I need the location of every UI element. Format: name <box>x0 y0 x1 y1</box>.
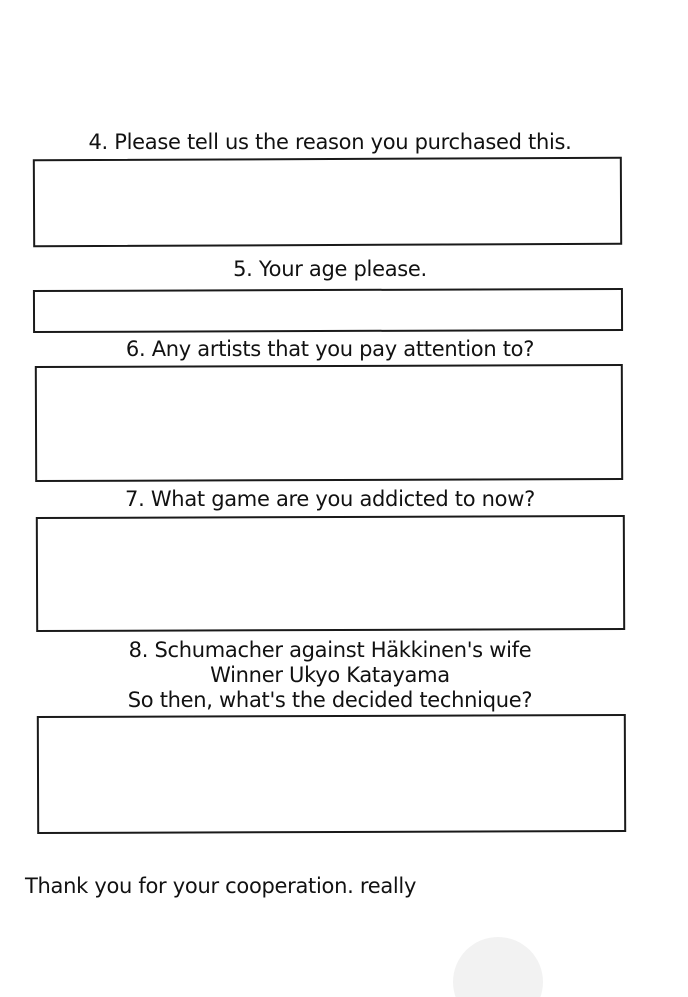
question-5-answer-box[interactable] <box>33 288 623 333</box>
question-6-text: 6. Any artists that you pay attention to? <box>125 337 535 361</box>
question-8-answer-box[interactable] <box>37 714 626 834</box>
question-8-line-1: 8. Schumacher against Häkkinen's wife <box>128 638 532 662</box>
question-6-answer-box[interactable] <box>35 364 623 482</box>
question-4-label <box>30 130 630 155</box>
question-5-text: 5. Your age please. <box>233 257 427 281</box>
question-4-text: 4. Please tell us the reason you purchased this. <box>88 130 572 154</box>
question-7-text: 7. What game are you addicted to now? <box>125 487 535 511</box>
question-8-label <box>30 638 630 713</box>
question-7-label <box>30 487 630 512</box>
page-smudge <box>453 937 543 997</box>
question-8-line-3: So then, what's the decided technique? <box>127 688 533 712</box>
question-6-label <box>30 337 630 362</box>
question-8-line-2: Winner Ukyo Katayama <box>210 663 450 687</box>
closing-message: Thank you for your cooperation. really <box>25 874 417 898</box>
question-4-answer-box[interactable] <box>33 157 622 248</box>
question-5-label <box>30 257 630 282</box>
question-7-answer-box[interactable] <box>36 515 625 632</box>
